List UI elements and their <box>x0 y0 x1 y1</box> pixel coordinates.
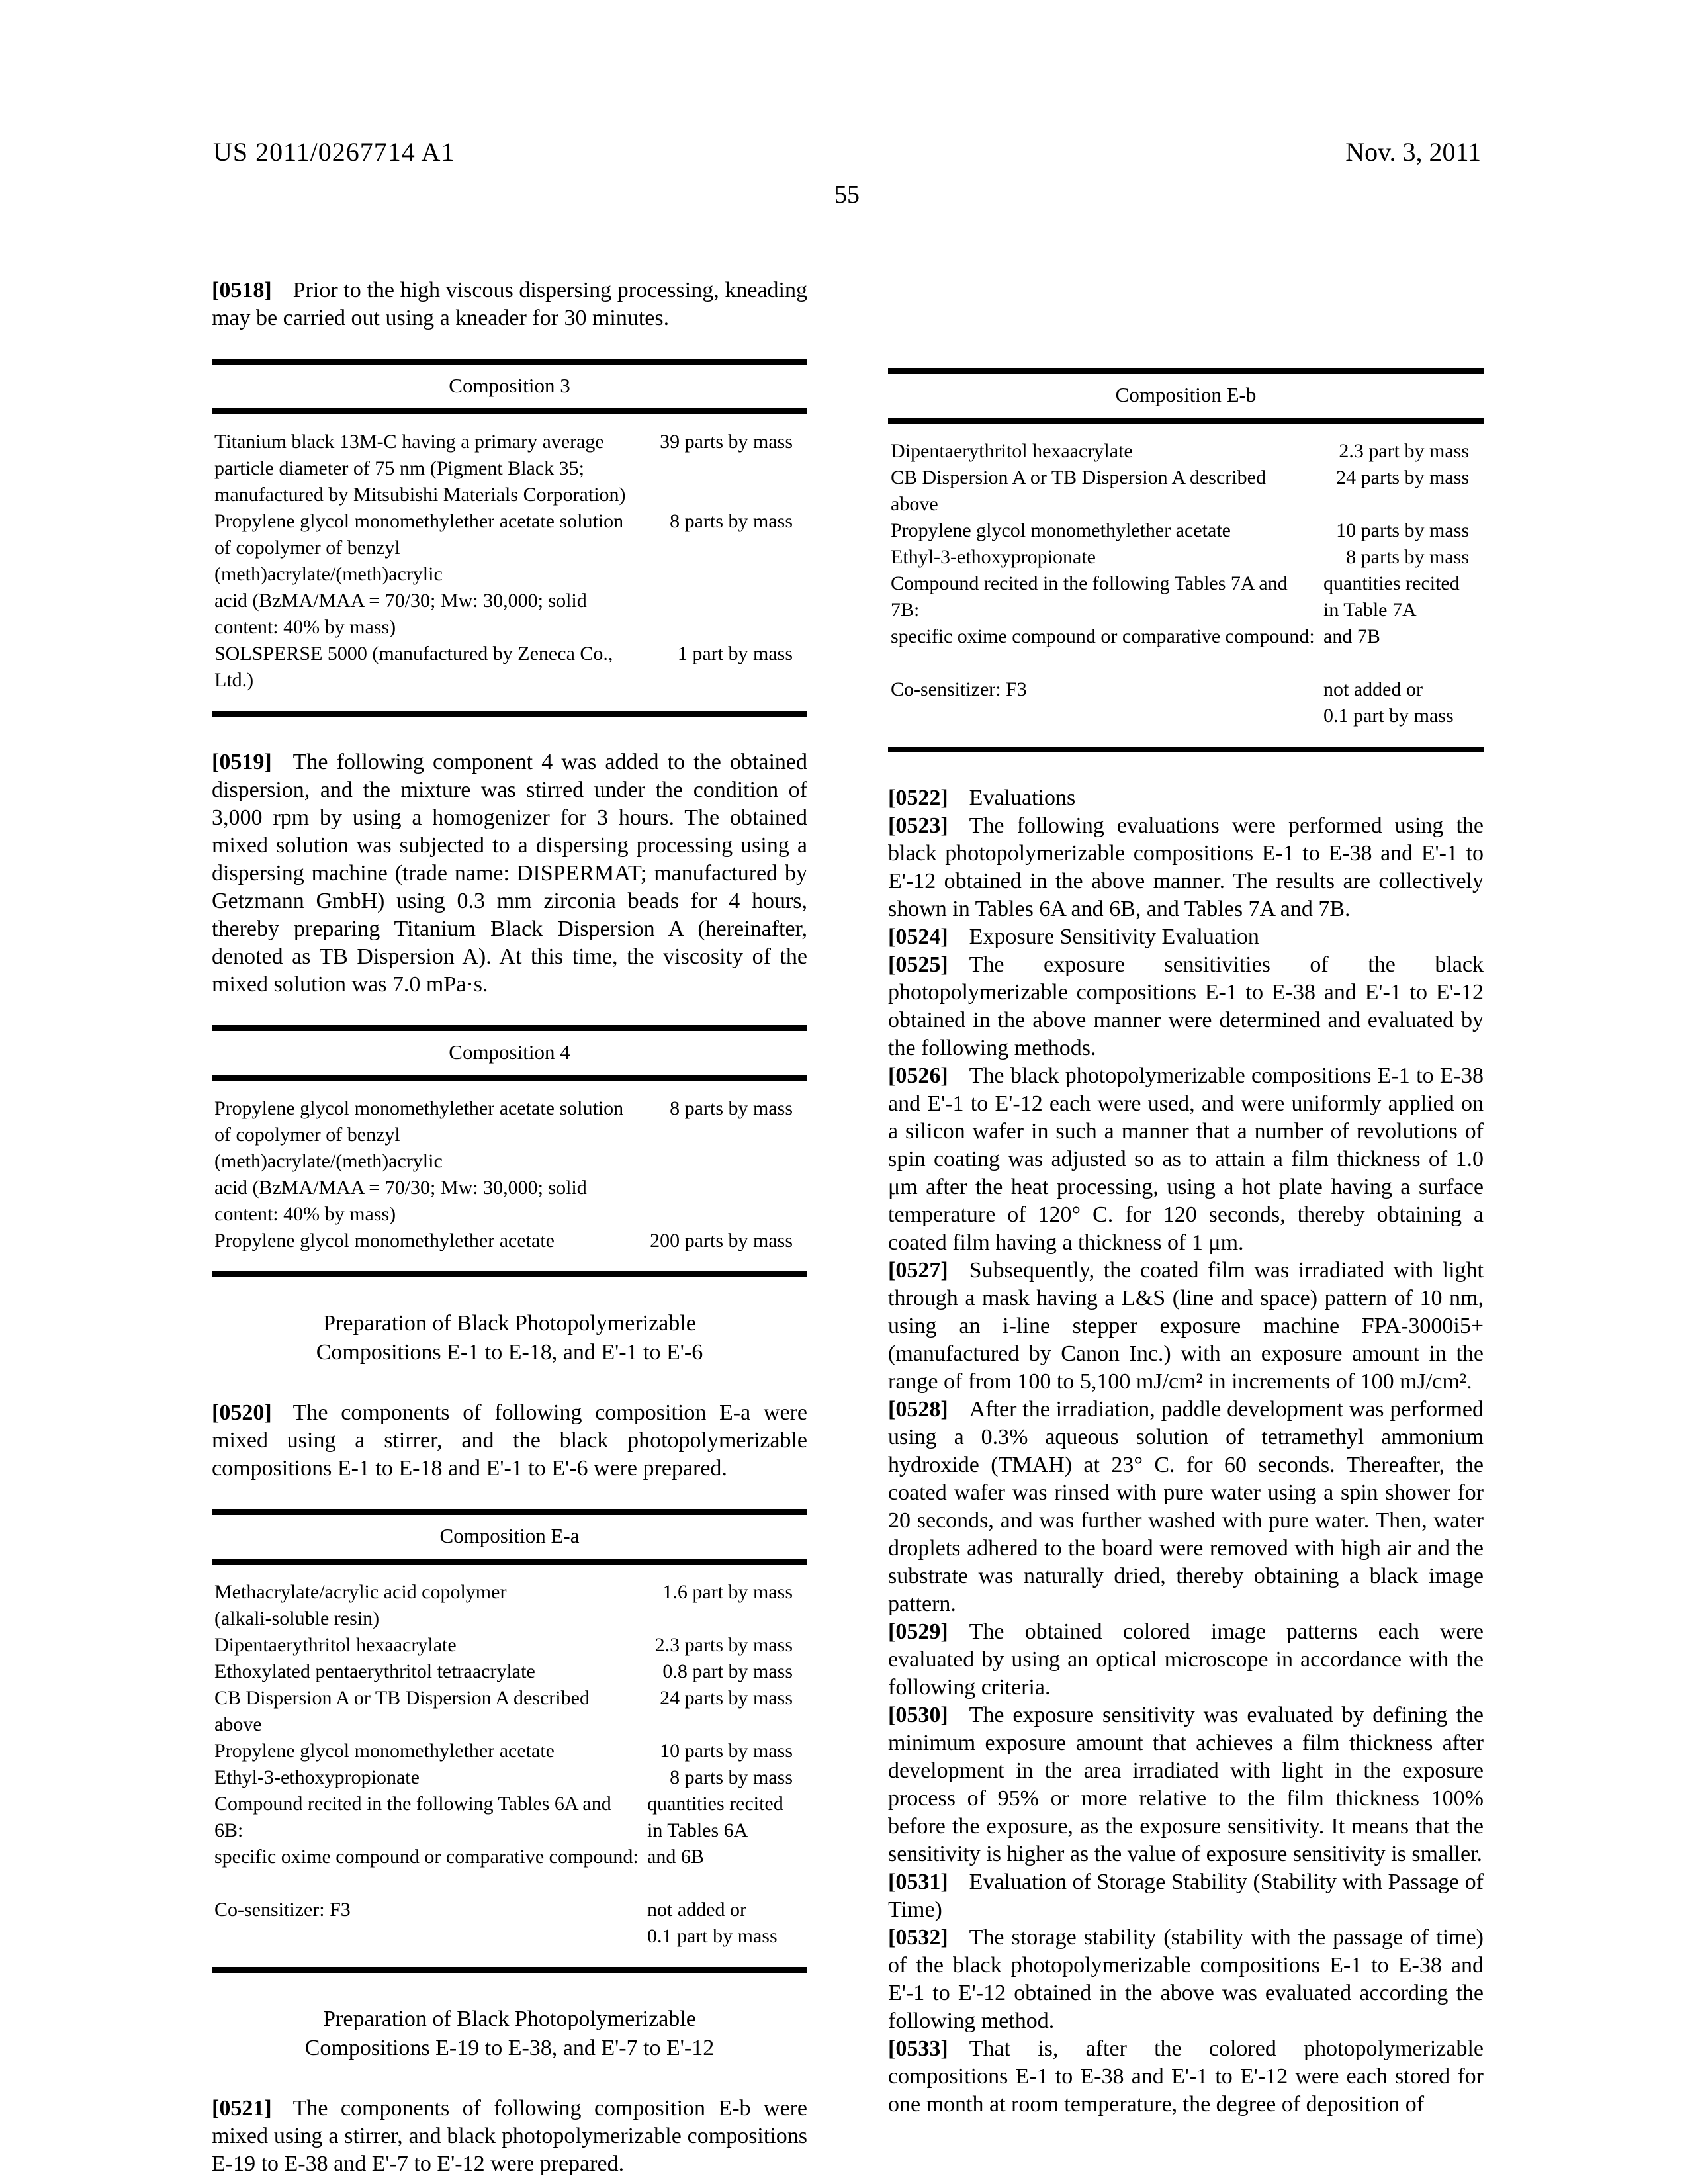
paragraph-0523 <box>888 812 1484 923</box>
paragraph-0525 <box>888 951 1484 1062</box>
component-amount: 10 parts by mass <box>660 1740 793 1762</box>
component-name: Propylene glycol monomethylether acetate <box>214 1230 555 1251</box>
table-row <box>891 518 1481 544</box>
paragraph-0531 <box>888 1868 1484 1924</box>
component-amount: 8 parts by mass <box>670 1097 793 1119</box>
paragraph-tag: [0519] <box>212 750 272 774</box>
paragraph-tag: [0526] <box>888 1064 948 1088</box>
paragraph-tag: [0523] <box>888 813 948 838</box>
paragraph-tag: [0525] <box>888 952 948 977</box>
component-amount: 1.6 part by mass <box>662 1581 793 1603</box>
paragraph-0528 <box>888 1396 1484 1618</box>
table-row <box>214 1632 805 1659</box>
table-row <box>214 1897 805 1950</box>
paragraph-0527 <box>888 1257 1484 1396</box>
paragraph-0533 <box>888 2035 1484 2118</box>
paragraph-text: Evaluations <box>969 786 1076 810</box>
paragraph-tag: [0531] <box>888 1870 948 1894</box>
left-column <box>212 277 807 2178</box>
component-amount: not added or 0.1 part by mass <box>1323 678 1454 727</box>
component-amount: 8 parts by mass <box>1346 546 1469 568</box>
table-row <box>214 1764 805 1791</box>
paragraph-text: The exposure sensitivities of the black photopolymerizable compositions E-1 to E-38 and E'-1 to E'-12 obtained in the above manner were determined and evaluated by the following methods. <box>888 952 1484 1060</box>
component-amount: 39 parts by mass <box>660 431 793 453</box>
component-name: Co-sensitizer: F3 <box>214 1899 351 1921</box>
composition-ea-table <box>212 1509 807 1973</box>
table-row <box>891 676 1481 729</box>
component-amount: 1 part by mass <box>677 643 793 664</box>
table-rows <box>212 1565 807 1967</box>
paragraph-text: The components of following composition E-b were mixed using a stirrer, and black photopolymerizable compositions E-19 to E-38 and E'-7 to E'-12 were prepared. <box>212 2096 807 2176</box>
component-amount: quantities recited in Table 7A and 7B <box>1323 572 1460 647</box>
component-name: Co-sensitizer: F3 <box>891 678 1027 700</box>
right-column <box>888 368 1484 2118</box>
paragraph-tag: [0527] <box>888 1258 948 1283</box>
component-name: Ethoxylated pentaerythritol tetraacrylate <box>214 1661 535 1682</box>
paragraph-tag: [0524] <box>888 925 948 949</box>
paragraph-0520 <box>212 1399 807 1482</box>
table-row <box>891 465 1481 518</box>
component-amount: not added or 0.1 part by mass <box>647 1899 778 1947</box>
table-row <box>891 438 1481 465</box>
component-amount: 8 parts by mass <box>670 1766 793 1788</box>
paragraph-0529 <box>888 1618 1484 1702</box>
composition-eb-table <box>888 368 1484 752</box>
paragraph-tag: [0520] <box>212 1400 272 1425</box>
component-name: Propylene glycol monomethylether acetate solution of copolymer of benzyl (meth)acrylate/(meth)acrylic acid (BzMA/MAA = 70/30; Mw: 30,000; solid content: 40% by mass) <box>214 510 624 638</box>
table-row <box>214 1095 805 1228</box>
component-amount: quantities recited in Tables 6A and 6B <box>647 1793 783 1868</box>
component-name: CB Dispersion A or TB Dispersion A described above <box>214 1687 590 1735</box>
table-row <box>214 1579 805 1632</box>
component-name: Propylene glycol monomethylether acetate <box>214 1740 555 1762</box>
component-name: Titanium black 13M-C having a primary average particle diameter of 75 nm (Pigment Black 35; manufactured by Mitsubishi Materials Corporation) <box>214 431 626 506</box>
paragraph-text: The obtained colored image patterns each were evaluated by using an optical microscope in accordance with the following criteria. <box>888 1619 1484 1700</box>
table-rows <box>888 424 1484 747</box>
paragraph-text: The components of following composition E-a were mixed using a stirrer, and the black photopolymerizable compositions E-1 to E-18 and E'-1 to E'-6 were prepared. <box>212 1400 807 1480</box>
paragraph-tag: [0529] <box>888 1619 948 1644</box>
component-name: SOLSPERSE 5000 (manufactured by Zeneca Co., Ltd.) <box>214 643 613 691</box>
paragraph-text: The following component 4 was added to the obtained dispersion, and the mixture was stirred under the condition of 3,000 rpm by using a homogenizer for 3 hours. The obtained mixed solution was subjected to a dispersing processing using a dispersing machine (trade name: DISPERMAT; manufactured by Getzmann GmbH) using 0.3 mm zirconia beads for 4 hours, thereby preparing Titanium Black Dispersion A (hereinafter, denoted as TB Dispersion A). At this time, the viscosity of the mixed solution was 7.0 mPa·s. <box>212 750 807 997</box>
table-row <box>214 1738 805 1764</box>
publication-date: Nov. 3, 2011 <box>1345 137 1481 167</box>
component-name: Methacrylate/acrylic acid copolymer (alkali-soluble resin) <box>214 1581 507 1629</box>
paragraph-0521 <box>212 2095 807 2178</box>
table-row <box>214 508 805 641</box>
paragraph-0522 <box>888 784 1484 812</box>
paragraph-text: The following evaluations were performed using the black photopolymerizable compositions E-1 to E-38 and E'-1 to E'-12 obtained in the above manner. The results are collectively shown in Tables 6A and 6B, and Tables 7A and 7B. <box>888 813 1484 921</box>
table-row <box>214 1685 805 1738</box>
component-amount: 2.3 parts by mass <box>654 1634 793 1656</box>
paragraph-text: After the irradiation, paddle development was performed using a 0.3% aqueous solution of tetramethyl ammonium hydroxide (TMAH) at 23° C. for 60 seconds. Thereafter, the coated wafer was rinsed with pure water using a spin shower for 20 seconds, and was further washed with pure water. Then, water droplets adhered to the board were removed with high air and the substrate was naturally dried, thereby obtaining a black image pattern. <box>888 1397 1484 1616</box>
table-title: Composition E-b <box>888 374 1484 424</box>
paragraph-text: Evaluation of Storage Stability (Stability with Passage of Time) <box>888 1870 1484 1922</box>
paragraph-tag: [0532] <box>888 1925 948 1950</box>
paragraph-tag: [0522] <box>888 786 948 810</box>
component-name: Propylene glycol monomethylether acetate <box>891 520 1231 541</box>
table-row <box>214 429 805 508</box>
table-rows <box>212 414 807 711</box>
table-row <box>214 1228 805 1254</box>
component-name: Propylene glycol monomethylether acetate solution of copolymer of benzyl (meth)acrylate/(meth)acrylic acid (BzMA/MAA = 70/30; Mw: 30,000; solid content: 40% by mass) <box>214 1097 624 1225</box>
table-row <box>214 641 805 694</box>
component-amount: 10 parts by mass <box>1336 520 1469 541</box>
component-amount: 8 parts by mass <box>670 510 793 532</box>
component-name: Dipentaerythritol hexaacrylate <box>214 1634 457 1656</box>
component-amount: 0.8 part by mass <box>662 1661 793 1682</box>
component-amount: 200 parts by mass <box>650 1230 793 1251</box>
paragraph-tag: [0518] <box>212 278 272 302</box>
component-name: Compound recited in the following Tables 7A and 7B: specific oxime compound or comparative compound: <box>891 572 1315 647</box>
table-row <box>891 544 1481 570</box>
composition-4-table <box>212 1025 807 1277</box>
table-row <box>214 1659 805 1685</box>
component-amount: 2.3 part by mass <box>1339 440 1469 462</box>
paragraph-0519 <box>212 749 807 999</box>
table-rows <box>212 1081 807 1271</box>
paragraph-0532 <box>888 1924 1484 2035</box>
paragraph-tag: [0528] <box>888 1397 948 1422</box>
paragraph-0530 <box>888 1702 1484 1868</box>
paragraph-text: The black photopolymerizable compositions E-1 to E-38 and E'-1 to E'-12 each were used, and were uniformly applied on a silicon wafer in such a manner that a number of revolutions of spin coating was adjusted so as to attain a film thickness of 1.0 μm after the heat processing, using a hot plate having a surface temperature of 120° C. for 120 seconds, thereby obtaining a coated film having a thickness of 1 μm. <box>888 1064 1484 1255</box>
component-name: Ethyl-3-ethoxypropionate <box>214 1766 420 1788</box>
paragraph-tag: [0533] <box>888 2036 948 2061</box>
table-title: Composition 4 <box>212 1031 807 1081</box>
component-name: Ethyl-3-ethoxypropionate <box>891 546 1096 568</box>
paragraph-text: That is, after the colored photopolymerizable compositions E-1 to E-38 and E'-1 to E'-12 were each stored for one month at room temperature, the degree of deposition of <box>888 2036 1484 2116</box>
paragraph-text: Prior to the high viscous dispersing processing, kneading may be carried out using a kneader for 30 minutes. <box>212 278 807 330</box>
component-name: Compound recited in the following Tables 6A and 6B: specific oxime compound or comparative compound: <box>214 1793 639 1868</box>
patent-number: US 2011/0267714 A1 <box>213 137 455 167</box>
component-name: CB Dispersion A or TB Dispersion A described above <box>891 467 1266 515</box>
paragraph-0526 <box>888 1062 1484 1257</box>
section-heading-eb: Preparation of Black Photopolymerizable Compositions E-19 to E-38, and E'-7 to E'-12 <box>304 2007 715 2060</box>
paragraph-text: The exposure sensitivity was evaluated by defining the minimum exposure amount that achieves a film thickness after development in the area irradiated with light in the exposure process of 95% or more relative to the film thickness 100% before the exposure, as the exposure sensitivity. It means that the sensitivity is higher as the value of exposure sensitivity is smaller. <box>888 1703 1484 1866</box>
page-number: 55 <box>834 181 860 208</box>
paragraph-text: Exposure Sensitivity Evaluation <box>969 925 1259 949</box>
paragraph-0524 <box>888 923 1484 951</box>
table-title: Composition 3 <box>212 365 807 414</box>
composition-3-table <box>212 359 807 717</box>
component-name: Dipentaerythritol hexaacrylate <box>891 440 1133 462</box>
paragraph-text: Subsequently, the coated film was irradiated with light through a mask having a L&S (line and space) pattern of 10 nm, using an i-line stepper exposure machine FPA-3000i5+ (manufactured by Canon Inc.) with an exposure amount in the range of from 100 to 5,100 mJ/cm² in increments of 100 mJ/cm². <box>888 1258 1484 1394</box>
paragraph-tag: [0530] <box>888 1703 948 1727</box>
paragraph-tag: [0521] <box>212 2096 272 2120</box>
table-row <box>214 1791 805 1870</box>
paragraph-text: The storage stability (stability with the passage of time) of the black photopolymerizable compositions E-1 to E-38 and E'-1 to E'-12 obtained in the above was evaluated according the following method. <box>888 1925 1484 2033</box>
table-title: Composition E-a <box>212 1515 807 1565</box>
component-amount: 24 parts by mass <box>1336 467 1469 488</box>
table-row <box>891 570 1481 650</box>
section-heading-ea: Preparation of Black Photopolymerizable Compositions E-1 to E-18, and E'-1 to E'-6 <box>316 1311 703 1365</box>
paragraph-0518 <box>212 277 807 332</box>
component-amount: 24 parts by mass <box>660 1687 793 1709</box>
